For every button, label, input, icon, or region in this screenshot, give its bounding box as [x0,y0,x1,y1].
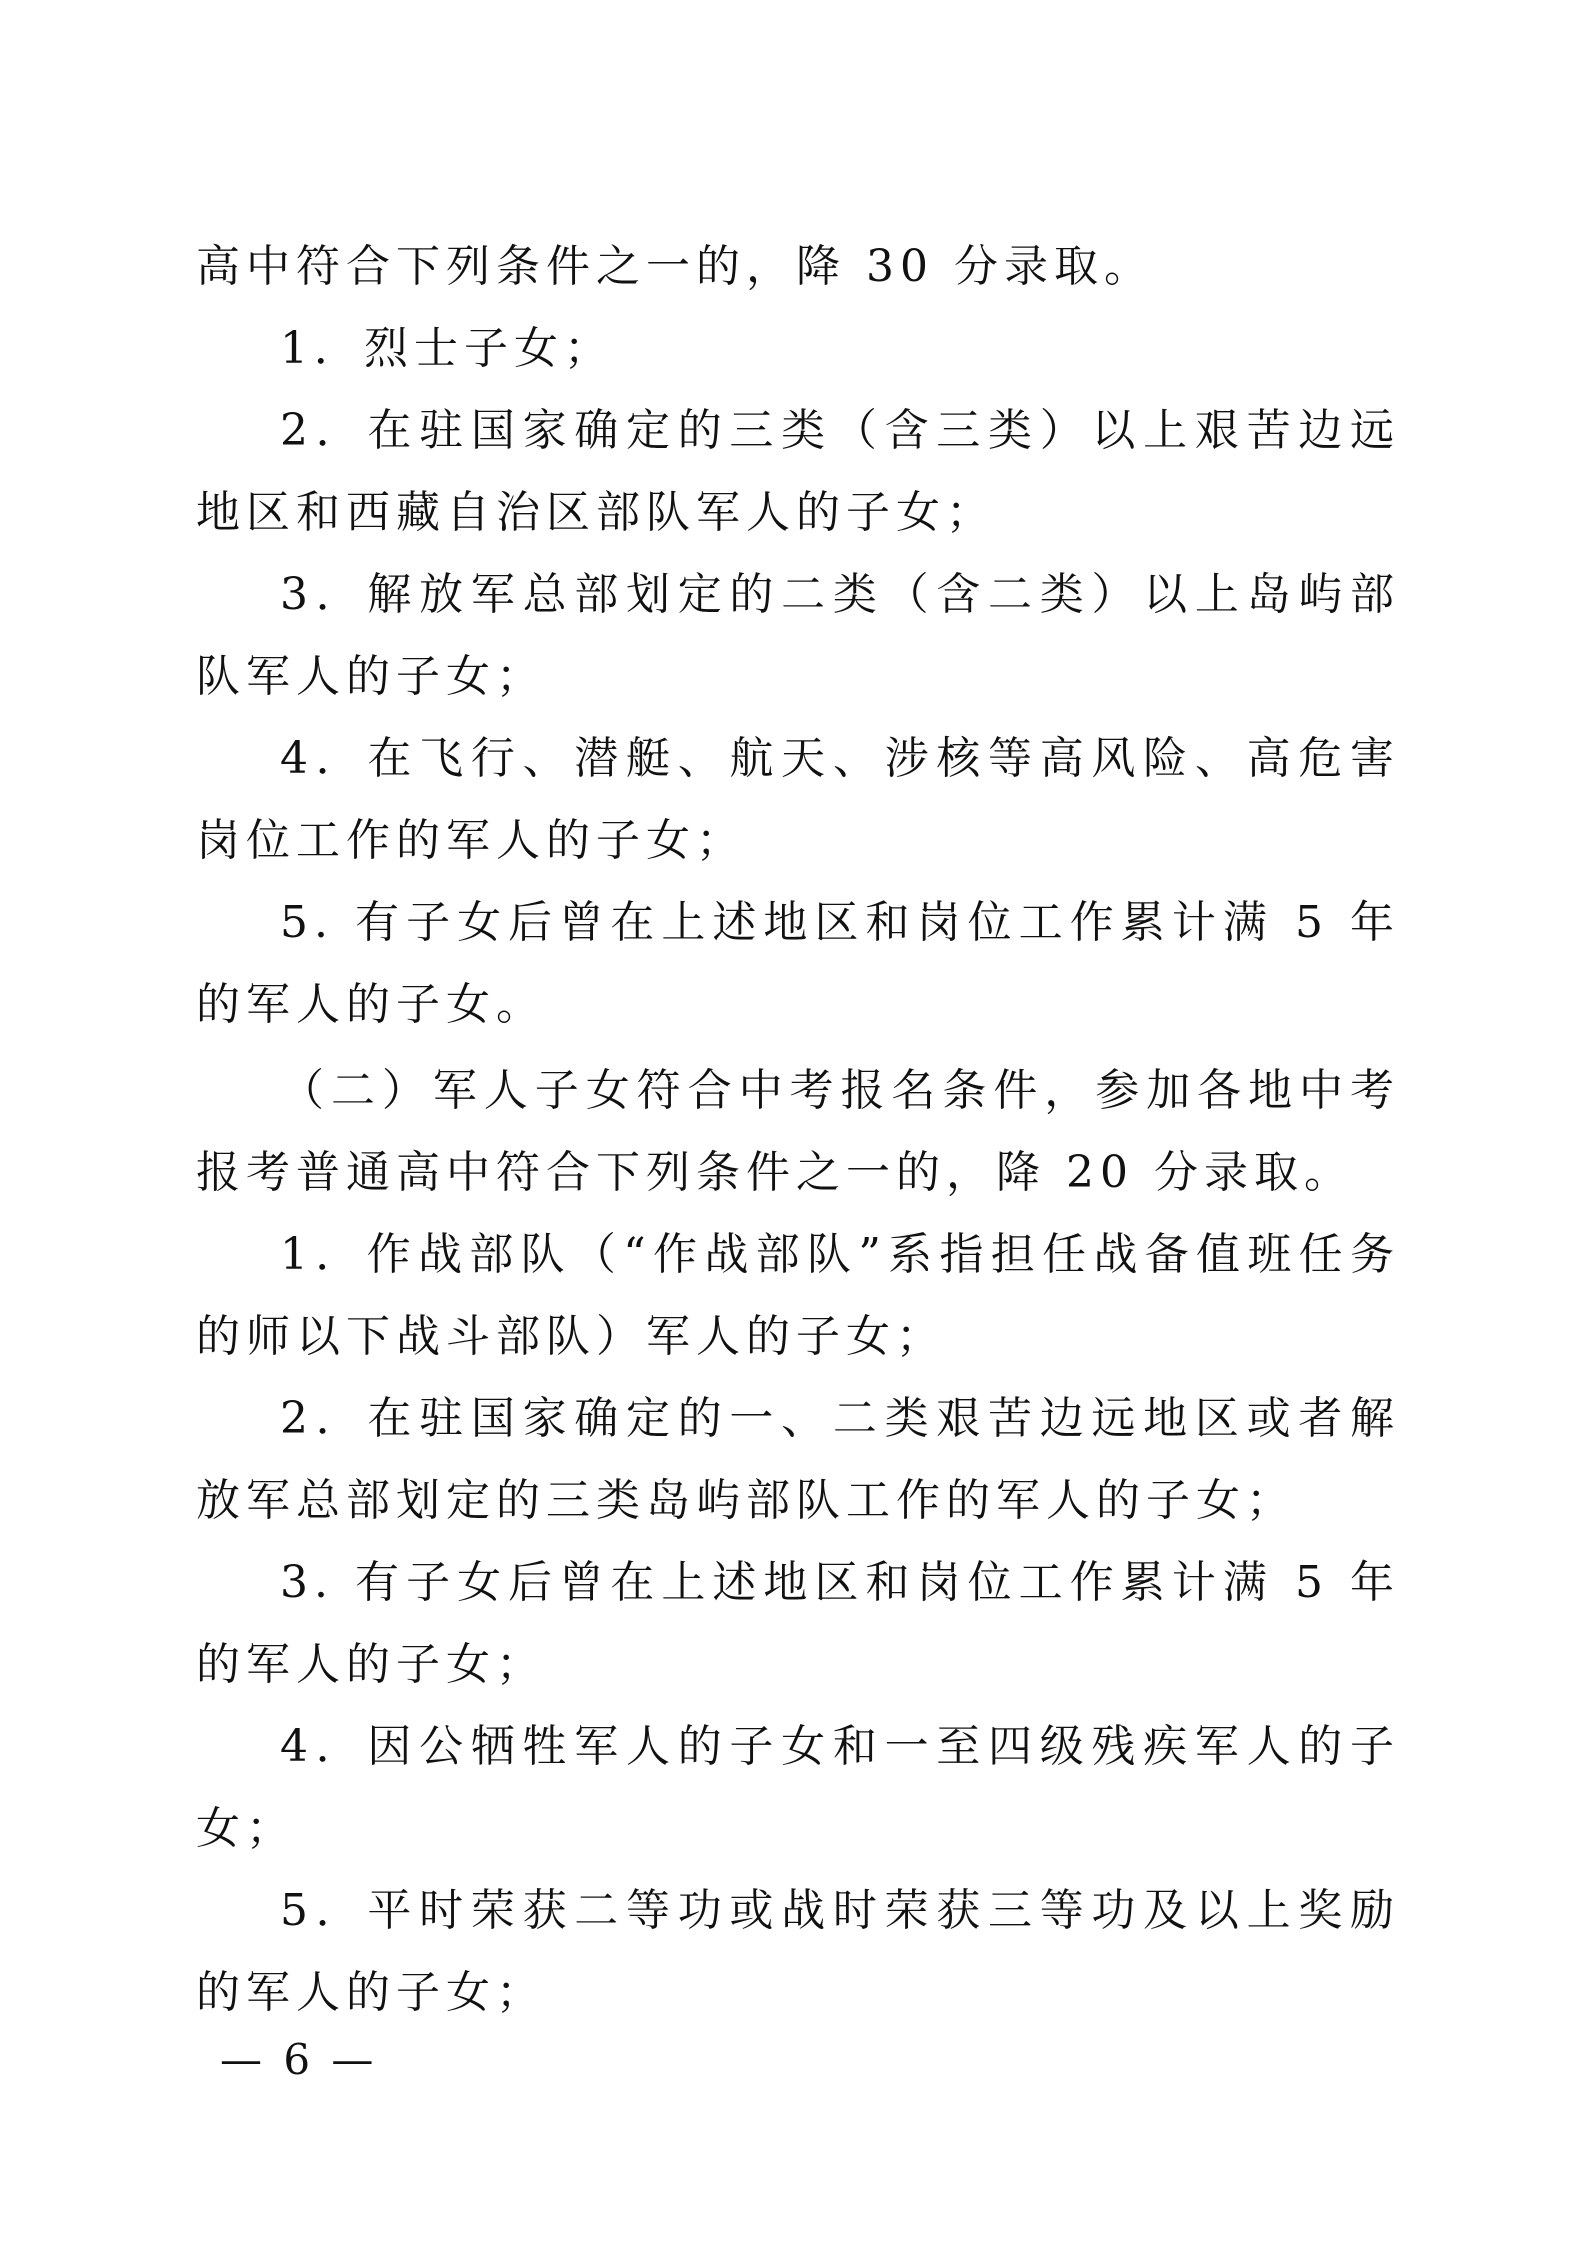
section-heading-paragraph: （二）军人子女符合中考报名条件，参加各地中考报考普通高中符合下列条件之一的，降 20 分录取。 [196,1065,1400,1198]
paragraph: 1．作战部队（“作战部队”系指担任战备值班任务的师以下战斗部队）军人的子女； [196,1229,1400,1362]
paragraph: 高中符合下列条件之一的，降 30 分录取。 [196,241,1154,292]
paragraph: 5. 有子女后曾在上述地区和岗位工作累计满 5 年的军人的子女。 [196,897,1400,1030]
paragraph: 4．因公牺牲军人的子女和一至四级残疾军人的子女； [196,1721,1400,1854]
paragraph: 3. 有子女后曾在上述地区和岗位工作累计满 5 年的军人的子女； [196,1557,1400,1690]
document-body [196,226,1400,2034]
paragraph: 2．在驻国家确定的三类（含三类）以上艰苦边远地区和西藏自治区部队军人的子女； [196,405,1400,538]
paragraph: 5．平时荣获二等功或战时荣获三等功及以上奖励的军人的子女； [196,1885,1400,2018]
paragraph: 3．解放军总部划定的二类（含二类）以上岛屿部队军人的子女； [196,569,1400,702]
page-number: — 6 — [220,2035,378,2084]
paragraph: 1．烈士子女； [280,323,614,374]
paragraph: 2．在驻国家确定的一、二类艰苦边远地区或者解放军总部划定的三类岛屿部队工作的军人的子女； [196,1393,1400,1526]
paragraph: 4．在飞行、潜艇、航天、涉核等高风险、高危害岗位工作的军人的子女； [196,733,1400,866]
